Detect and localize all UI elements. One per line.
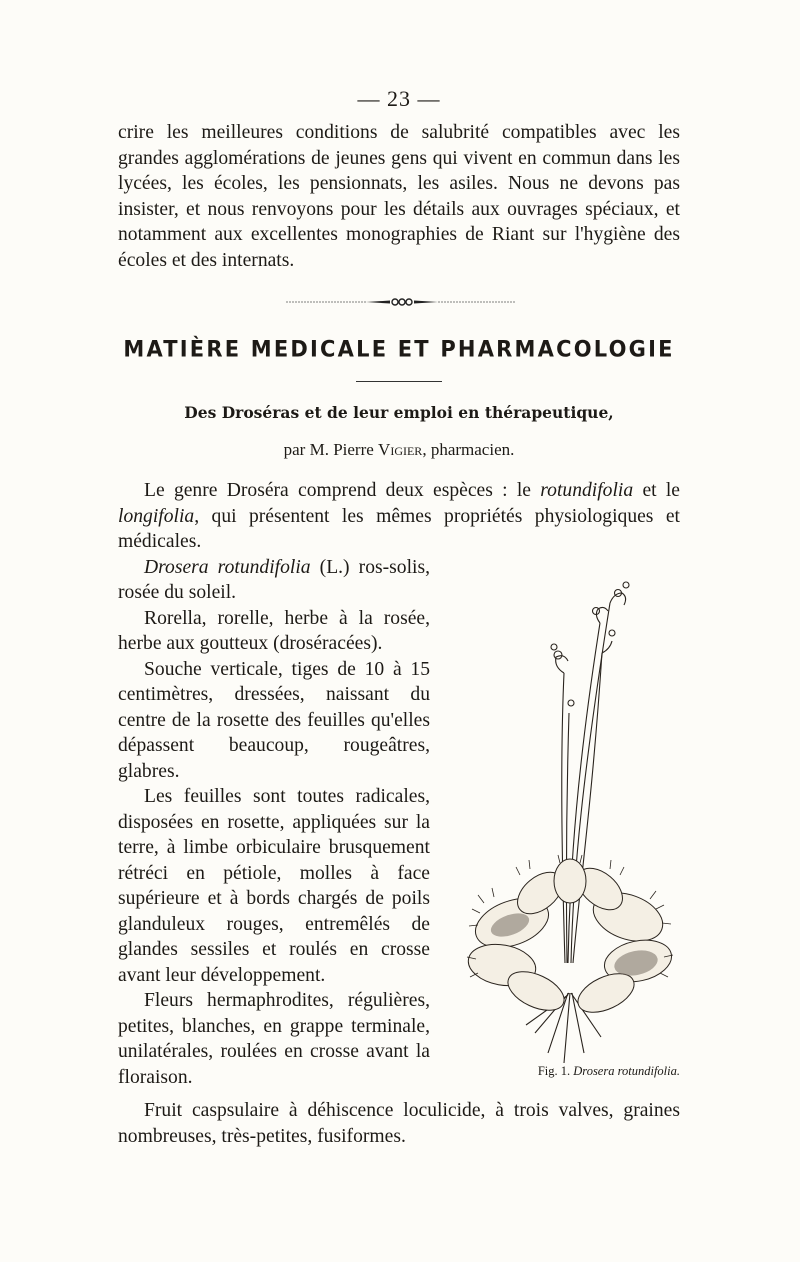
byline-prefix: par M. Pierre xyxy=(283,440,379,459)
paragraph-flowers: Fleurs hermaphrodites, régulières, petites, blanches, en grappe terminale, unilatérales, roulées en crosse avant la floraison. xyxy=(118,990,430,1088)
intro-paragraph: crire les meilleures conditions de salubrité compatibles avec les grandes agglomérations de jeunes gens qui vivent en commun dans les lycées, les écoles, les pensionnats, les asiles. Nous ne devons pas insister, et nous renvoyons pour les détails aux ouvrages spéciaux, et notamment aux excellentes monographies de Riant sur l'hygiène des écoles et des internats. xyxy=(118,122,680,271)
p1-text-a: Le genre Droséra comprend deux espèces : le xyxy=(144,480,541,501)
p1-text-c: , qui présentent les mêmes propriétés physiologiques et médicales. xyxy=(118,505,680,552)
title-rule xyxy=(356,381,442,382)
p1-species-rotundifolia: rotundifolia xyxy=(540,480,634,501)
paragraph-species-name xyxy=(118,555,430,606)
paragraph-common-names: Rorella, rorelle, herbe à la rosée, herbe aux goutteux (droséracées). xyxy=(118,607,430,654)
article-title: Des Droséras et de leur emploi en thérapeutique, xyxy=(184,403,614,422)
byline-suffix: , pharmacien. xyxy=(422,440,515,459)
figure-caption-species: Drosera rotundifolia. xyxy=(573,1064,680,1078)
paragraph-leaves: Les feuilles sont toutes radicales, disposées en rosette, appliquées sur la terre, à limbe orbiculaire brusquement rétréci en pétiole, molles à face supérieure et à bords chargés de poils glanduleux rouges, entremêlés de glandes sessiles et roulés en crosse avant leur développement. xyxy=(118,786,430,986)
paragraph-fruit: Fruit caspsulaire à déhiscence loculicide, à trois valves, graines nombreuses, très-petites, fusiformes. xyxy=(118,1100,680,1147)
page-number: — 23 — xyxy=(357,86,441,111)
paragraph-genus xyxy=(118,478,680,555)
p1-species-longifolia: longifolia xyxy=(118,505,195,527)
section-ornament-divider xyxy=(286,296,516,308)
figure-caption-prefix: Fig. 1. xyxy=(537,1064,574,1078)
document-page xyxy=(118,0,680,1262)
byline xyxy=(118,440,680,460)
paragraph-stem: Souche verticale, tiges de 10 à 15 centimètres, dressées, naissant du centre de la rosette des feuilles qu'elles dépassent beaucoup, rougeâtres, glabres. xyxy=(118,658,430,782)
section-title: MATIÈRE MEDICALE ET PHARMACOLOGIE xyxy=(123,336,675,362)
p2-species: Drosera rotundifolia xyxy=(144,556,311,578)
figure-caption xyxy=(468,1064,680,1079)
article-body-continued xyxy=(118,1098,680,1149)
p2-rest: (L.) ros-solis, rosée du soleil. xyxy=(118,556,430,603)
byline-author: Vigier xyxy=(378,440,423,459)
p1-text-b: et le xyxy=(633,480,681,501)
drosera-plant-illustration xyxy=(450,563,682,1068)
